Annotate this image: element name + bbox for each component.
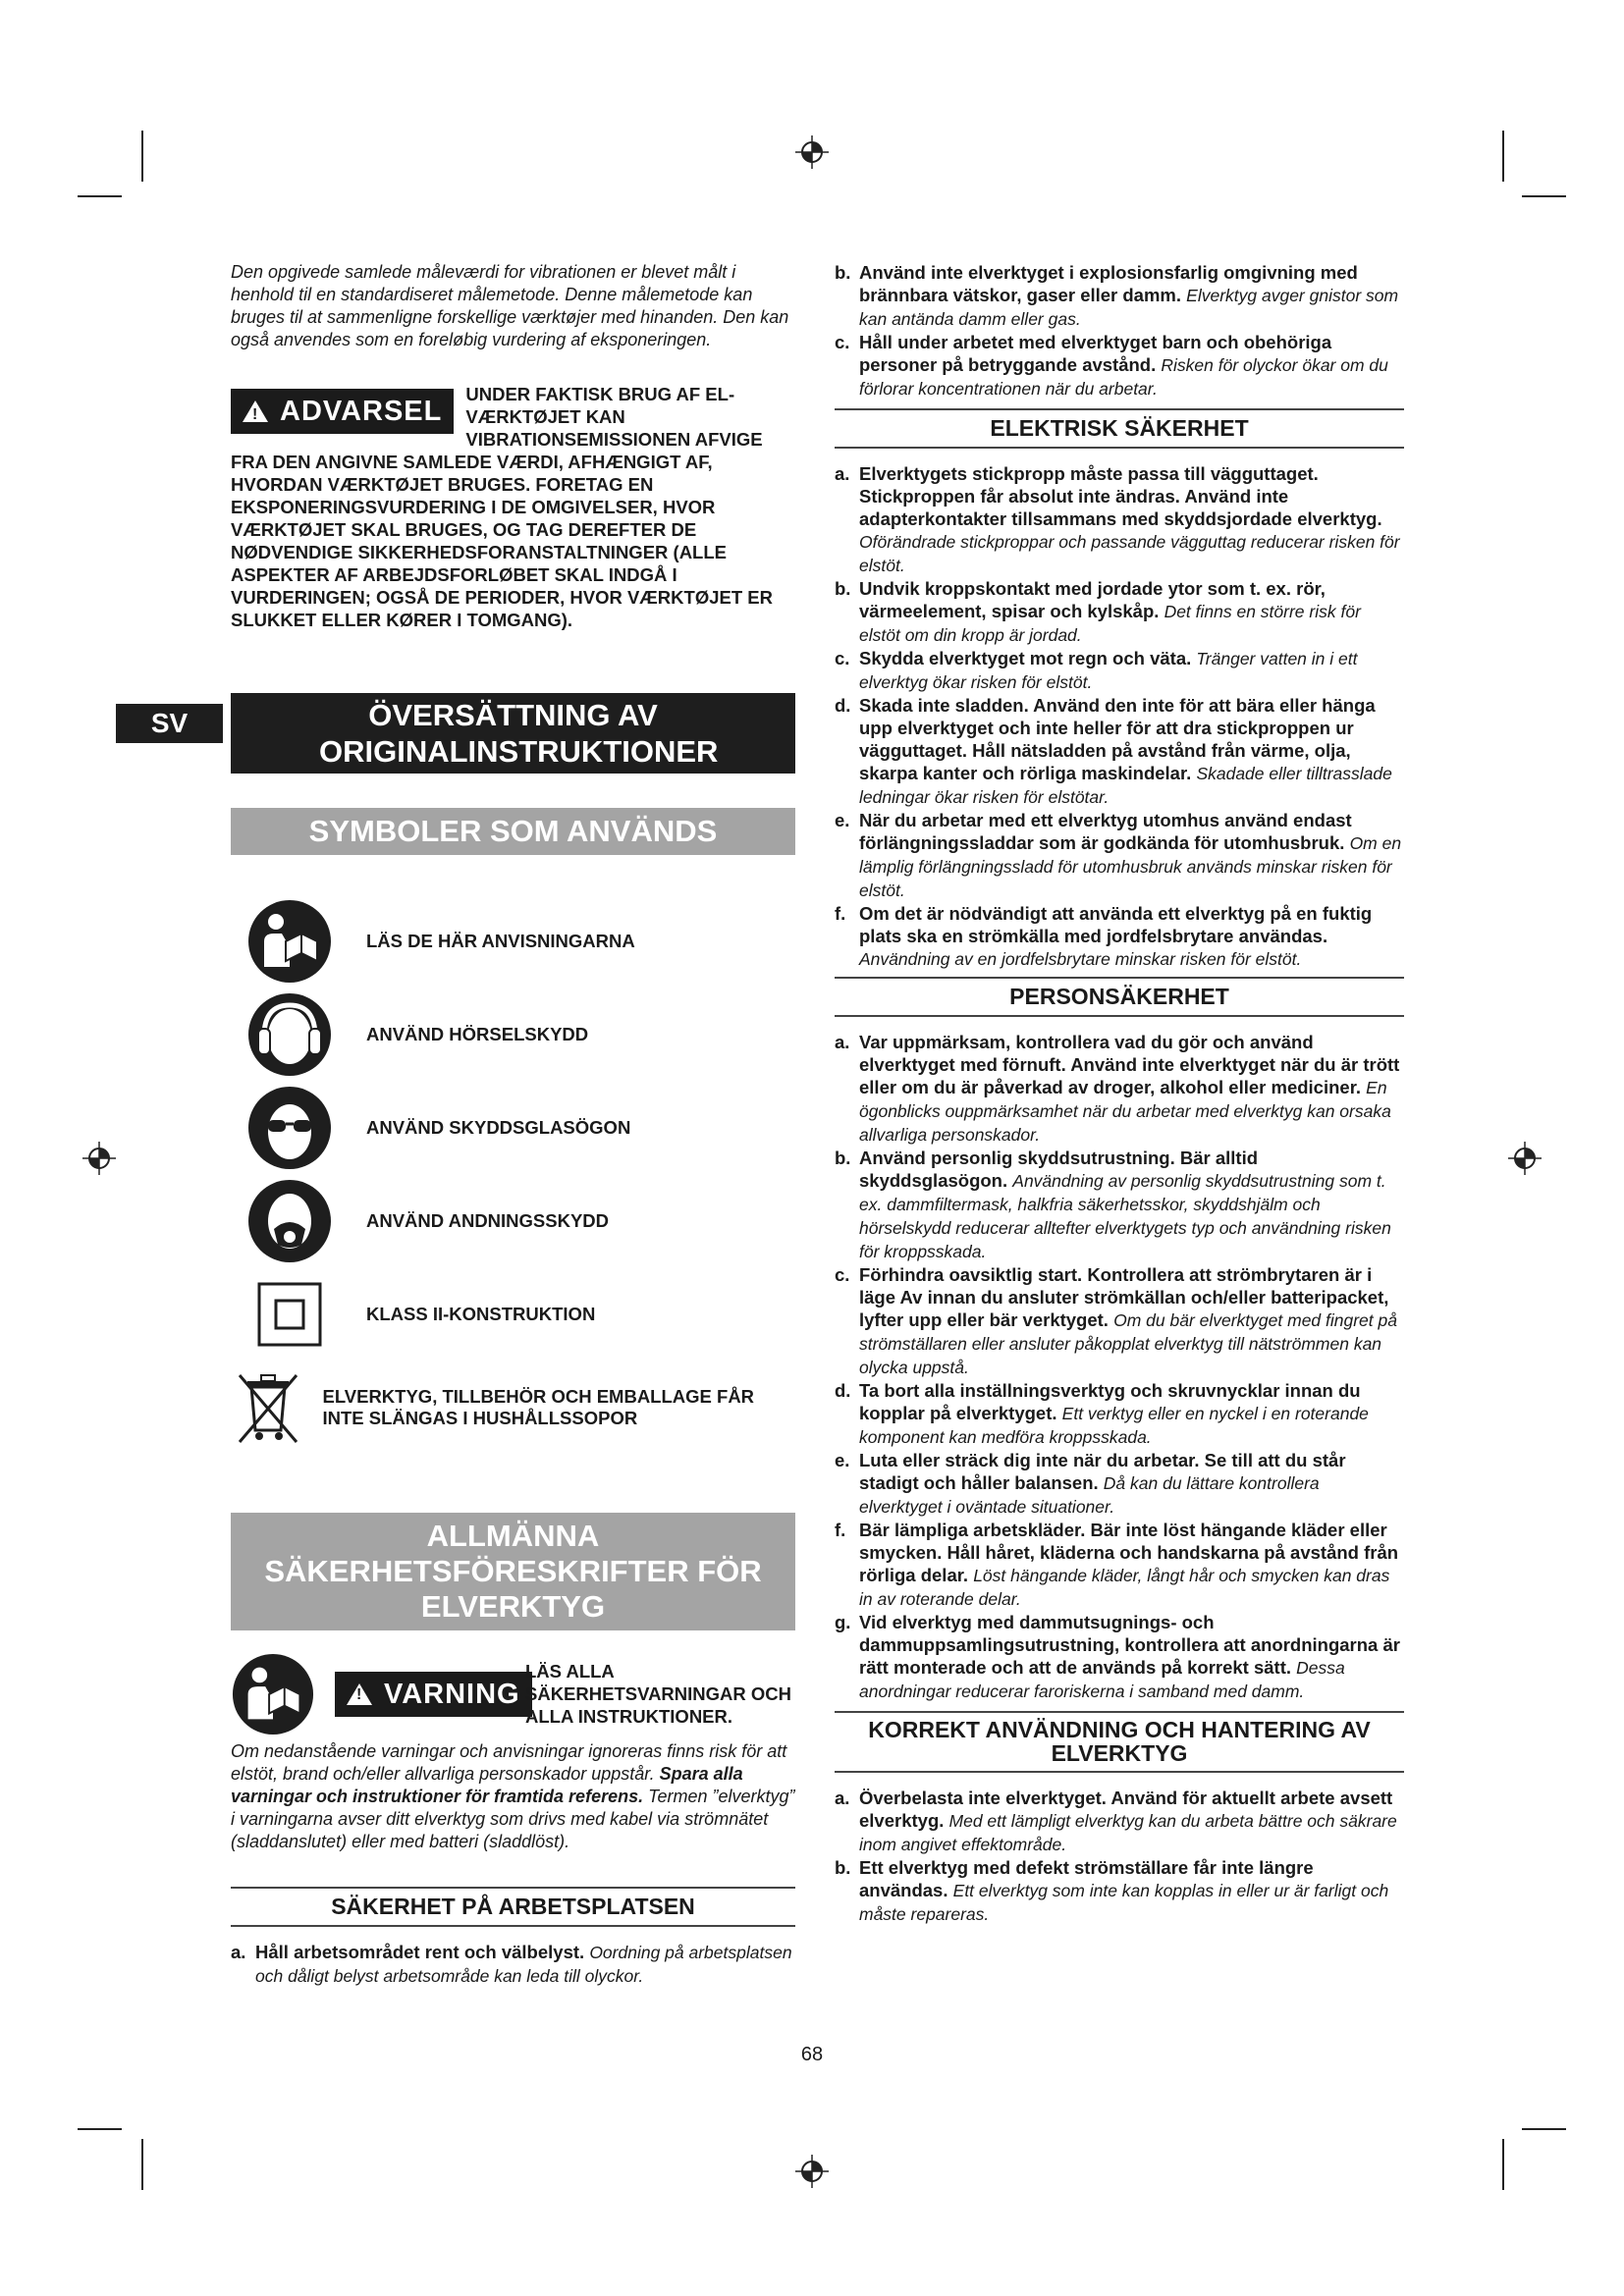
translation-title: ÖVERSÄTTNING AV ORIGINALINSTRUKTIONER [231,693,795,774]
list-item: d. Skada inte sladden. Använd den inte för att bära eller hänga upp elverktyget och inte heller för att dra stickproppen ur vägguttaget. Håll nätsladden på avstånd från värme, olja, skarpa kanter och rörliga maskindelar. Skadade eller tilltrasslade ledningar ökar risken för elstötar. [835,695,1392,807]
list-item: a. Håll arbetsområdet rent och välbelyst. Oordning på arbetsplatsen och dåligt belyst arbetsområde kan leda till olyckor. [231,1942,792,1986]
registration-mark-icon [795,135,829,169]
workplace-safety-heading: SÄKERHET PÅ ARBETSPLATSEN [231,1887,795,1927]
registration-mark-icon [1508,1142,1542,1175]
respirator-icon [231,1178,349,1264]
crop-mark [1522,195,1566,197]
personal-list [835,1031,1404,1703]
symbol-row [231,1361,795,1454]
list-item: c. Förhindra oavsiktlig start. Kontrollera att strömbrytaren är i läge Av innan du ansluter strömkällan och/eller batteripacket, lyfter upp eller bär verktyget. Om du bär elverktyget med fingret på strömställaren eller ansluter påkopplat elverktyg till nätströmmen kan olycka uppstå. [835,1264,1397,1377]
varning-block [231,1652,795,1736]
list-item: b. Undvik kroppskontakt med jordade ytor som t. ex. rör, värmeelement, spisar och kylskåp. Det finns en större risk för elstöt om din kropp är jordad. [835,578,1361,645]
personal-safety-heading: PERSONSÄKERHET [835,977,1404,1017]
workplace-list [231,1941,795,1988]
list-item: c. Skydda elverktyget mot regn och väta. Tränger vatten in i ett elverktyg ökar risken för elstöt. [835,648,1358,692]
crop-mark [1502,2139,1504,2190]
symbol-row [231,1267,795,1361]
symbol-row [231,988,795,1081]
list-item: f. Om det är nödvändigt att använda ett elverktyg på en fuktig plats ska en strömkälla med jordfelsbrytare användas. Användning av en jordfelsbrytare minskar risken för elstöt. [835,903,1373,969]
varning-body: Om nedanstående varningar och anvisningar ignoreras finns risk för att elstöt, brand och/eller allvarliga personskador uppstår. Spara alla varningar och instruktioner för framtida referens. Termen ”elverktyg” i varningarna avser ditt elverktyg som drivs med kabel via strömnätet (sladdanslutet) eller med batteri (sladdlöst). [231,1741,795,1851]
registration-mark-icon [82,1142,116,1175]
symbol-label: LÄS DE HÄR ANVISNINGARNA [366,930,635,951]
page-number: 68 [800,2044,824,2065]
advarsel-text: UNDER FAKTISK BRUG AF EL-VÆRKTØJET KAN VIBRATIONSEMISSIONEN AFVIGE FRA DEN ANGIVNE SAMLEDE VÆRDI, AFHÆNGIGT AF, HVORDAN VÆRKTØJET BRUGES. FORETAG EN EKSPONERINGSVURDERING I DE OMGIVELSER, HVOR VÆRKTØJET SKAL BRUGES, OG TAG DEREFTER DE NØDVENDIGE SIKKERHEDSFORANSTALTNINGER (ALLE ASPEKTER AF ARBEJDSFORLØBET SKAL INDGÅ I VURDERINGEN; OGSÅ DE PERIODER, HVOR VÆRKTØJET ER SLUKKET ELLER KØRER I TOMGANG). [231,384,773,630]
symbol-label: ANVÄND ANDNINGSSKYDD [366,1209,610,1231]
varning-badge: ! VARNING [335,1672,532,1717]
read-manual-icon [231,1652,315,1736]
varning-text: LÄS ALLA SÄKERHETSVARNINGAR OCH ALLA INSTRUKTIONER. [525,1661,792,1727]
list-item: b. Använd personlig skyddsutrustning. Bär alltid skyddsglasögon. Användning av personlig skyddsutrustning som t. ex. dammfiltermask, halkfria säkerhetsskor, skyddshjälm och hörselskydd reducerar alltefter elverktygets typ och användning risken för kroppsskada. [835,1148,1391,1261]
symbol-label: ANVÄND SKYDDSGLASÖGON [366,1116,631,1138]
crop-mark [1502,131,1504,182]
list-item: b. Använd inte elverktyget i explosionsfarlig omgivning med brännbara vätskor, gaser eller damm. Elverktyg avger gnistor som kan antända damm eller gas. [835,262,1399,329]
warning-triangle-icon: ! [347,1683,372,1705]
tool-handling-heading: KORREKT ANVÄNDNING OCH HANTERING AV ELVERKTYG [835,1711,1404,1773]
crop-mark [141,131,143,182]
crop-mark [1522,2128,1566,2130]
crop-mark [78,2128,122,2130]
list-item: f. Bär lämpliga arbetskläder. Bär inte löst hängande kläder eller smycken. Håll håret, kläderna och handskarna på avstånd från rörliga delar. Löst hängande kläder, långt hår och smycken kan dras in av roterande delar. [835,1520,1399,1609]
crop-mark [141,2139,143,2190]
advarsel-block [231,383,795,631]
symbol-label: KLASS II-KONSTRUKTION [366,1303,596,1324]
list-item: a. Elverktygets stickpropp måste passa till vägguttaget. Stickproppen får absolut inte ändras. Använd inte adapterkontakter tillsammans med skyddsjordade elverktyg. Oförändrade stickproppar och passande vägguttag reducerar risken för elstöt. [835,463,1400,575]
list-item: g. Vid elverktyg med dammutsugnings- och dammuppsamlingsutrustning, kontrollera att anordningarna är rätt monterade och att de används på korrekt sätt. Dessa anordningar reducerar faroriskerna i samband med damm. [835,1612,1400,1701]
symbol-label: ANVÄND HÖRSELSKYDD [366,1023,589,1044]
left-column [231,261,795,1988]
class-ii-icon [231,1280,349,1349]
list-item: e. När du arbetar med ett elverktyg utomhus använd endast förlängningssladdar som är godkända för utomhusbruk. Om en lämplig förlängningssladd för utomhusbruk används minskar risken för elstöt. [835,810,1402,900]
symbol-row [231,1081,795,1174]
list-item: a. Var uppmärksam, kontrollera vad du gör och använd elverktyget med förnuft. Använd inte elverktyget när du är trött eller om du är påverkad av droger, alkohol eller mediciner. En ögonblicks ouppmärksamhet när du arbetar med elverktyg kan orsaka allvarliga personskador. [835,1032,1400,1145]
electrical-list [835,462,1404,971]
list-item: c. Håll under arbetet med elverktyget barn och obehöriga personer på betryggande avstånd. Risken för olyckor ökar om du förlorar koncentrationen när du arbetar. [835,332,1388,399]
list-item: a. Överbelasta inte elverktyget. Använd för aktuellt arbete avsett elverktyg. Med ett lämpligt elverktyg kan du arbeta bättre och säkrare inom angivet effektområde. [835,1788,1397,1854]
read-manual-icon [231,898,349,985]
warning-triangle-icon: ! [243,400,268,422]
weee-bin-icon [231,1369,305,1446]
ear-protection-icon [231,991,349,1078]
list-item: b. Ett elverktyg med defekt strömställare får inte längre användas. Ett elverktyg som inte kan kopplas in eller ur är farligt och måste repareras. [835,1857,1389,1924]
right-column [835,261,1404,1926]
symbol-row [231,894,795,988]
vibration-intro: Den opgivede samlede måleværdi for vibrationen er blevet målt i henhold til en standardiseret målemetode. Denne målemetode kan bruges til at sammenligne forskellige værktøjer med hinanden. Den kan også anvendes som en foreløbig vurdering af eksponeringen. [231,262,789,349]
general-safety-title: ALLMÄNNA SÄKERHETSFÖRESKRIFTER FÖR ELVERKTYG [231,1513,795,1630]
symbols-list [231,894,795,1454]
symbols-title: SYMBOLER SOM ANVÄNDS [231,808,795,855]
language-tab: SV [116,704,223,743]
workplace-list-continued [835,261,1404,400]
crop-mark [78,195,122,197]
safety-glasses-icon [231,1085,349,1171]
list-item: d. Ta bort alla inställningsverktyg och skruvnycklar innan du kopplar på elverktyget. Ett verktyg eller en nyckel i en roterande komponent kan medföra kroppsskada. [835,1380,1369,1447]
registration-mark-icon [795,2155,829,2188]
advarsel-badge: ! ADVARSEL [231,389,454,434]
list-item: e. Luta eller sträck dig inte när du arbetar. Se till att du står stadigt och håller balansen. Då kan du lättare kontrollera elverktyget i oväntade situationer. [835,1450,1346,1517]
symbol-row [231,1174,795,1267]
handling-list [835,1787,1404,1926]
symbol-label: ELVERKTYG, TILLBEHÖR OCH EMBALLAGE FÅR INTE SLÄNGAS I HUSHÅLLSSOPOR [322,1385,755,1428]
electrical-safety-heading: ELEKTRISK SÄKERHET [835,408,1404,449]
